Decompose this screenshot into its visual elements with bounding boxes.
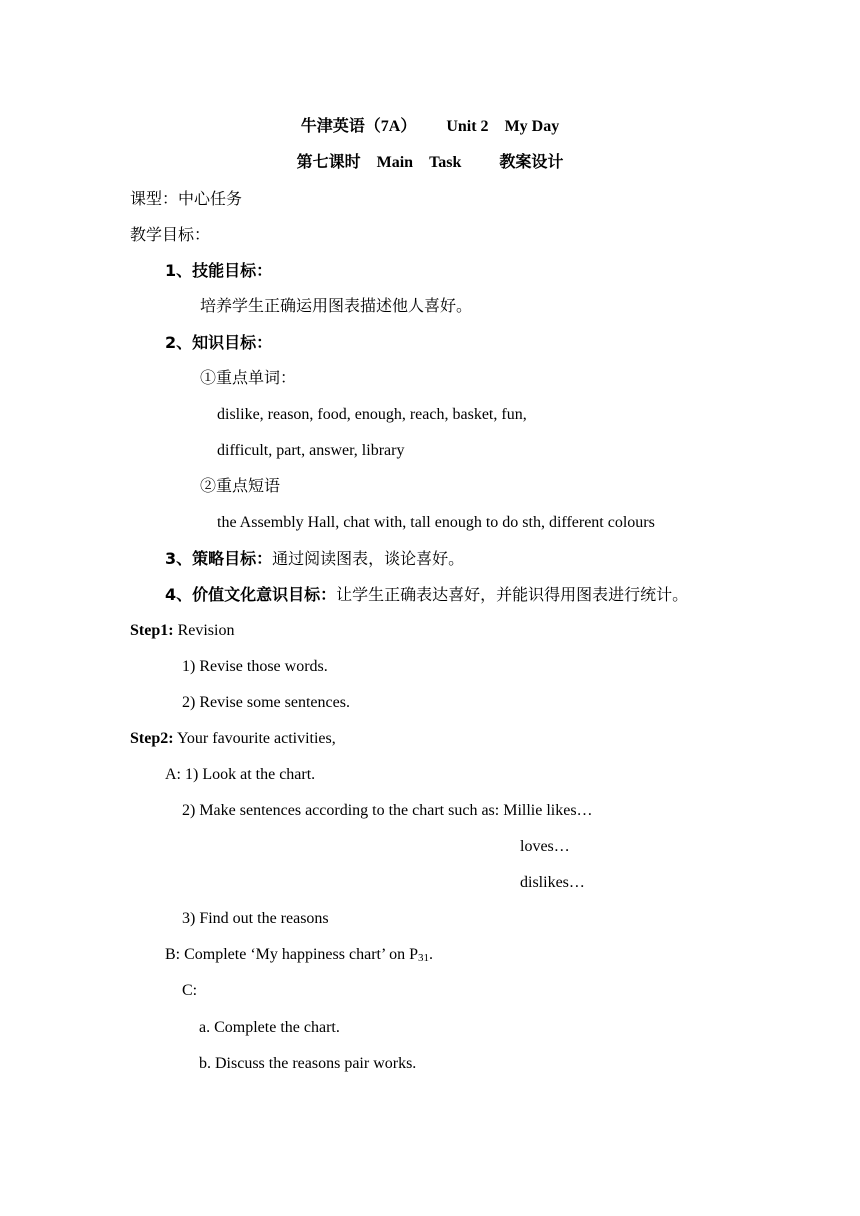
key-phrases-heading: ②重点短语 [200, 478, 281, 495]
title-topic: My Day [504, 118, 560, 135]
subtitle-design: 教案设计 [499, 154, 564, 171]
key-words-heading: ①重点单词： [200, 370, 297, 387]
document-subtitle [0, 153, 860, 173]
strategy-objective [165, 549, 464, 570]
values-objective-text: 让学生正确表达喜好，并能识得用图表进行统计。 [336, 587, 689, 604]
step2-c-item: a. Complete the chart. [199, 1019, 340, 1036]
subtitle-part1: Main [376, 154, 414, 171]
step1-title: Revision [177, 622, 235, 639]
values-objective-heading: 4、价值文化意识目标： [165, 585, 337, 604]
knowledge-objective-heading: 2、知识目标： [165, 333, 273, 352]
skill-objective-heading: 1、技能目标： [165, 261, 273, 280]
key-phrases-line: the Assembly Hall, chat with, tall enough to do sth, different colours [217, 514, 655, 531]
strategy-objective-text: 通过阅读图表，谈论喜好。 [272, 551, 465, 568]
step2-a-item-2-loves: loves… [520, 838, 570, 855]
step2-heading [130, 729, 336, 749]
subtitle-part2: Task [429, 154, 462, 171]
step2-c-label: C: [182, 982, 198, 999]
step2-b-text: B: Complete ‘My happiness chart’ on P [165, 946, 418, 963]
subtitle-lesson: 第七课时 [296, 154, 361, 171]
step1-item: 2) Revise some sentences. [182, 694, 350, 711]
step1-heading [130, 621, 234, 641]
step1-item: 1) Revise those words. [182, 658, 328, 675]
objectives-heading: 教学目标： [130, 225, 211, 244]
step1-label: Step1: [130, 622, 174, 639]
step2-label: Step2: [130, 730, 174, 747]
step2-title: Your favourite activities, [176, 730, 336, 747]
step2-a-item-2: 2) Make sentences according to the chart such as: Millie likes… [182, 802, 593, 819]
title-book: 牛津英语（7A） [300, 118, 417, 135]
step2-a-item-3: 3) Find out the reasons [182, 910, 329, 927]
step2-b-item [165, 945, 433, 968]
page-number-subscript: 31 [418, 952, 429, 964]
values-objective [165, 585, 688, 606]
title-unit: Unit 2 [446, 118, 489, 135]
skill-objective-text: 培养学生正确运用图表描述他人喜好。 [200, 298, 473, 315]
step2-c-item: b. Discuss the reasons pair works. [199, 1055, 417, 1072]
document-title [0, 117, 860, 137]
step2-a-item-2-dislikes: dislikes… [520, 874, 585, 891]
step2-a-item-1: A: 1) Look at the chart. [165, 766, 316, 783]
key-words-line-2: difficult, part, answer, library [217, 442, 405, 459]
lesson-type: 课型：中心任务 [130, 189, 243, 208]
strategy-objective-heading: 3、策略目标： [165, 549, 273, 568]
step2-b-end: . [429, 946, 433, 963]
key-words-line-1: dislike, reason, food, enough, reach, basket, fun, [217, 406, 527, 423]
